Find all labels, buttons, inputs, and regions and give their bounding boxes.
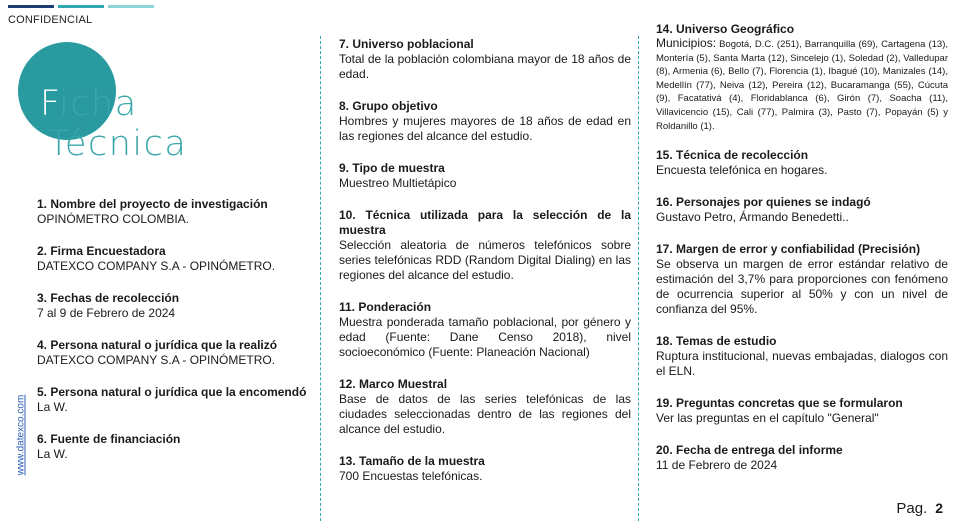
spec-heading: 17. Margen de error y confiabilidad (Precisión) — [656, 242, 921, 257]
spec-item — [656, 443, 948, 473]
column-divider-1 — [320, 36, 321, 521]
spec-item — [339, 377, 631, 437]
spec-item — [656, 242, 948, 317]
spec-body: 11 de Febrero de 2024 — [656, 458, 778, 473]
spec-body: Base de datos de las series telefónicas de las ciudades seleccionadas dentro de las regiones del alcance del estudio. — [339, 392, 631, 436]
page-number — [896, 500, 943, 517]
spec-item — [37, 432, 315, 462]
spec-body: DATEXCO COMPANY S.A - OPINÓMETRO. — [37, 259, 276, 273]
spec-body: Se observa un margen de error estándar relativo de estimación del 3,7% para proporciones con fenómeno de ocurrencia superior al 50% y con un nivel de confianza del 95%. — [656, 257, 948, 317]
spec-heading: 9. Tipo de muestra — [339, 161, 445, 175]
title-line1-rest: icha — [59, 84, 138, 124]
title-first-letter: F — [40, 84, 60, 124]
page-label: Pag. — [896, 500, 928, 517]
spec-item — [656, 195, 948, 225]
column-3 — [656, 22, 948, 490]
spec-body: Hombres y mujeres mayores de 18 años de edad en las regiones del alcance del estudio. — [339, 114, 631, 143]
accent-bar-teal — [58, 5, 104, 8]
header-accent-bars — [8, 5, 154, 8]
municipalities-list — [656, 37, 948, 133]
spec-body: OPINÓMETRO COLOMBIA. — [37, 212, 190, 226]
spec-item — [37, 385, 315, 415]
spec-heading: 14. Universo Geográfico — [656, 22, 795, 36]
spec-item — [37, 291, 315, 321]
spec-heading: 2. Firma Encuestadora — [37, 244, 166, 258]
spec-body: Muestra ponderada tamaño poblacional, por género y edad (Fuente: Dane Censo 2018), nivel socioeconómico (Fuente: Planeación Nacional) — [339, 315, 631, 359]
spec-body: La W. — [37, 400, 68, 414]
website-link-vertical[interactable] — [12, 380, 30, 490]
column-divider-2 — [638, 36, 639, 521]
spec-item — [339, 161, 631, 191]
column-1 — [37, 197, 315, 479]
municipalities-body: Bogotá, D.C. (251), Barranquilla (69), Cartagena (13), Montería (5), Santa Marta (12), Sincelejo (1), Soledad (2), Valledupar (8), Armenia (6), Bello (7), Florencia (1), Ibagué (10), Manizales (14), Medellín (77), Neiva (12), Pereira (12), Bucaramanga (55), Cúcuta (9), Facatativá (4), Floridablanca (6), Girón (7), Soacha (11), Villavicencio (15), Cali (77), Palmira (3), Pasto (7), Popayán (5) y Roldanillo (1). — [656, 39, 949, 132]
spec-heading: 16. Personajes por quienes se indagó — [656, 195, 871, 210]
accent-bar-navy — [8, 5, 54, 8]
title-line2: Técnica — [48, 124, 188, 164]
spec-body: La W. — [37, 447, 68, 461]
spec-heading: 6. Fuente de financiación — [37, 432, 181, 446]
confidential-label: CONFIDENCIAL — [8, 14, 93, 26]
spec-item — [339, 37, 631, 82]
spec-item — [339, 208, 631, 283]
page-title — [40, 84, 187, 164]
spec-heading: 12. Marco Muestral — [339, 377, 448, 391]
spec-body: Total de la población colombiana mayor de 18 años de edad. — [339, 52, 631, 81]
spec-item — [656, 396, 948, 426]
spec-item — [37, 197, 315, 227]
spec-heading: 1. Nombre del proyecto de investigación — [37, 197, 268, 211]
spec-item — [37, 244, 315, 274]
spec-heading: 3. Fechas de recolección — [37, 291, 180, 305]
column-2 — [339, 37, 631, 501]
spec-item — [339, 99, 631, 144]
spec-item — [37, 338, 315, 368]
spec-heading: 7. Universo poblacional — [339, 37, 474, 51]
spec-heading: 8. Grupo objetivo — [339, 99, 438, 113]
spec-heading: 15. Técnica de recolección — [656, 148, 809, 163]
spec-heading: 13. Tamaño de la muestra — [339, 454, 485, 468]
spec-heading: 11. Ponderación — [339, 300, 432, 314]
spec-heading: 18. Temas de estudio — [656, 334, 777, 349]
spec-heading: 10. Técnica utilizada para la selección de la muestra — [339, 208, 631, 237]
spec-body: 700 Encuestas telefónicas. — [339, 469, 483, 483]
municipalities-lead: Municipios: — [656, 36, 717, 50]
spec-body: Ruptura institucional, nuevas embajadas, dialogos con el ELN. — [656, 349, 948, 379]
spec-heading: 4. Persona natural o jurídica que la realizó — [37, 338, 278, 352]
spec-item-universo — [656, 22, 948, 133]
spec-body: Selección aleatoria de números telefónicos sobre series telefónicas RDD (Random Digital Dialing) en las regiones del alcance del estudio. — [339, 238, 631, 282]
spec-body: Muestreo Multietápico — [339, 176, 457, 190]
spec-heading: 19. Preguntas concretas que se formularon — [656, 396, 903, 411]
spec-body: 7 al 9 de Febrero de 2024 — [37, 306, 176, 320]
spec-item — [339, 454, 631, 484]
page-number-value: 2 — [935, 500, 943, 516]
spec-body: DATEXCO COMPANY S.A - OPINÓMETRO. — [37, 353, 276, 367]
spec-body: Gustavo Petro, Ármando Benedetti.. — [656, 210, 849, 225]
spec-item — [656, 148, 948, 178]
spec-item — [656, 334, 948, 379]
spec-item — [339, 300, 631, 360]
spec-body: Ver las preguntas en el capítulo "General" — [656, 411, 879, 426]
spec-heading: 5. Persona natural o jurídica que la encomendó — [37, 385, 307, 399]
website-link-text[interactable]: www.datexco.com — [15, 394, 27, 476]
spec-body: Encuesta telefónica en hogares. — [656, 163, 828, 178]
spec-heading: 20. Fecha de entrega del informe — [656, 443, 843, 458]
accent-bar-light-teal — [108, 5, 154, 8]
